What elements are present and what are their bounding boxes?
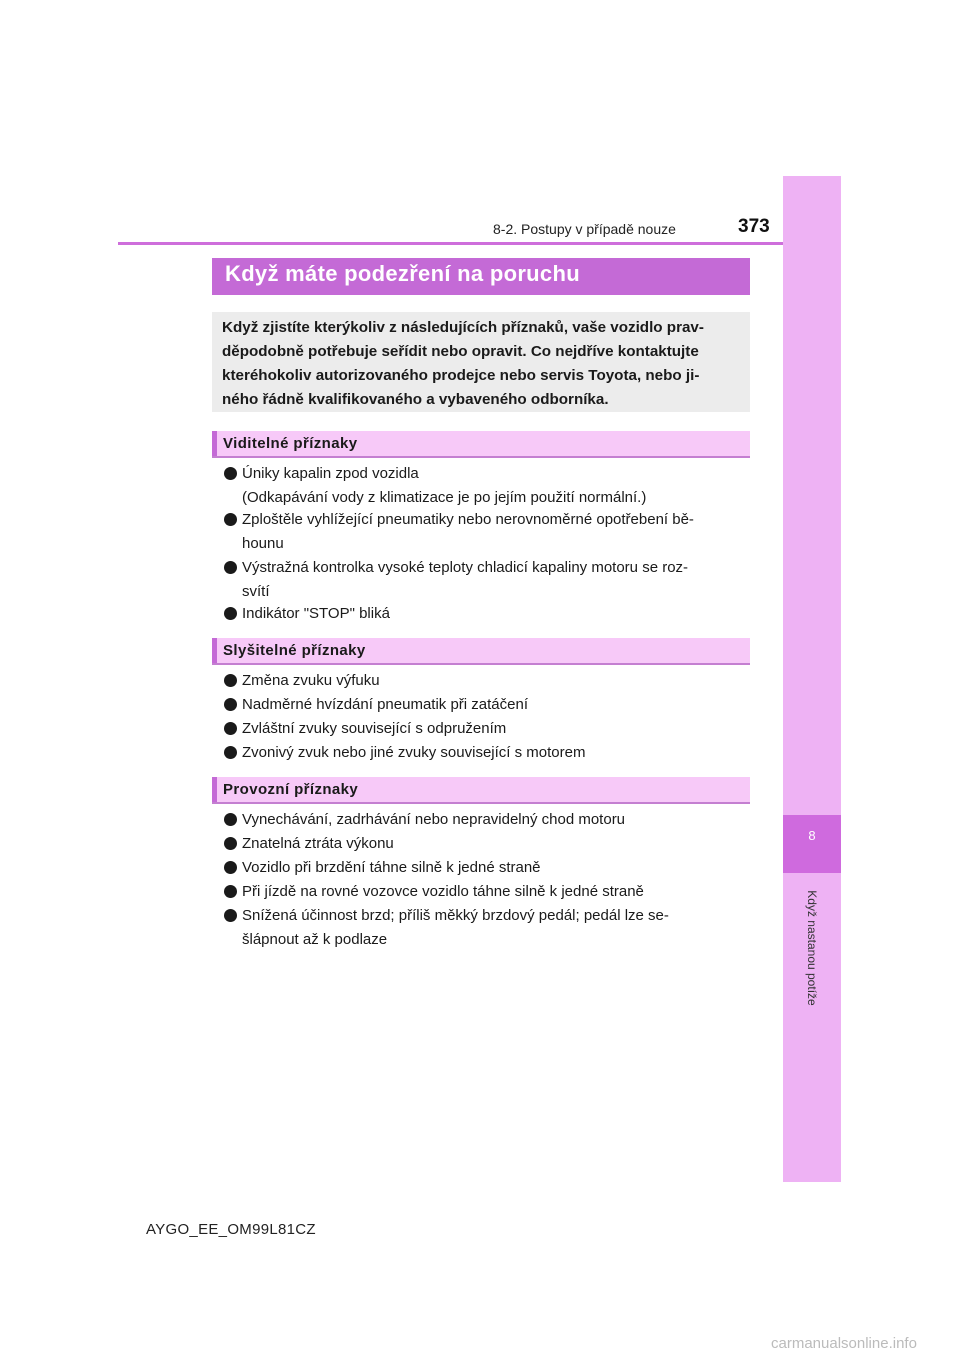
bullet-icon: [224, 561, 237, 574]
list-item-text: Zvláštní zvuky související s odpružením: [242, 720, 507, 737]
list-item-text: Vozidlo při brzdění táhne silně k jedné straně: [242, 859, 541, 876]
list-item-text: Vynechávání, zadrhávání nebo nepravidelný chod motoru: [242, 811, 626, 828]
intro-line: děpodobně potřebuje seřídit nebo opravit. Co nejdříve kontaktujte: [222, 343, 699, 360]
list-item-text: svítí: [242, 583, 270, 600]
subheading-label: Slyšitelné příznaky: [223, 642, 366, 659]
bullet-icon: [224, 909, 237, 922]
bullet-icon: [224, 607, 237, 620]
chapter-title: Když nastanou potíže: [805, 890, 819, 1006]
list-item-text: Zploštěle vyhlížející pneumatiky nebo nerovnoměrné opotřebení bě-: [242, 511, 694, 528]
page-number: 373: [738, 216, 770, 237]
bullet-icon: [224, 813, 237, 826]
subheading-label: Viditelné příznaky: [223, 435, 358, 452]
list-item-text: Výstražná kontrolka vysoké teploty chladicí kapaliny motoru se roz-: [242, 559, 689, 576]
list-item-text: Nadměrné hvízdání pneumatik při zatáčení: [242, 696, 528, 713]
page-title: Když máte podezření na poruchu: [225, 261, 580, 286]
list-item-text: Snížená účinnost brzd; příliš měkký brzdový pedál; pedál lze se-: [242, 907, 669, 924]
bullet-icon: [224, 837, 237, 850]
intro-line: ného řádně kvalifikovaného a vybaveného odborníka.: [222, 391, 609, 408]
watermark: carmanualsonline.info: [771, 1335, 917, 1352]
list-item-text: (Odkapávání vody z klimatizace je po jejím použití normální.): [242, 489, 647, 506]
bullet-icon: [224, 885, 237, 898]
list-item-text: Znatelná ztráta výkonu: [242, 835, 394, 852]
chapter-tab-active: [783, 815, 841, 873]
list-item-text: šlápnout až k podlaze: [242, 931, 388, 948]
list-item-text: Indikátor "STOP" bliká: [242, 605, 390, 622]
header-rule: [118, 242, 783, 245]
subheading-audible: [212, 638, 750, 665]
section-header: 8-2. Postupy v případě nouze: [493, 221, 676, 237]
document-code: AYGO_EE_OM99L81CZ: [146, 1221, 316, 1238]
subheading-visible: [212, 431, 750, 458]
bullet-icon: [224, 674, 237, 687]
subheading-label: Provozní příznaky: [223, 781, 359, 798]
subheading-operational: [212, 777, 750, 804]
intro-line: Když zjistíte kterýkoliv z následujících příznaků, vaše vozidlo prav-: [222, 319, 704, 336]
bullet-icon: [224, 698, 237, 711]
list-item-text: Úniky kapalin zpod vozidla: [242, 465, 419, 482]
intro-box: [212, 312, 750, 412]
list-item-text: Změna zvuku výfuku: [242, 672, 380, 689]
list-item-text: hounu: [242, 535, 284, 552]
intro-line: kteréhokoliv autorizovaného prodejce nebo servis Toyota, nebo ji-: [222, 367, 700, 384]
chapter-number: 8: [808, 828, 816, 843]
chapter-tab: [783, 176, 841, 1182]
bullet-icon: [224, 513, 237, 526]
bullet-icon: [224, 746, 237, 759]
bullet-icon: [224, 467, 237, 480]
bullet-icon: [224, 861, 237, 874]
list-item-text: Zvonivý zvuk nebo jiné zvuky související s motorem: [242, 744, 586, 761]
bullet-icon: [224, 722, 237, 735]
list-item-text: Při jízdě na rovné vozovce vozidlo táhne silně k jedné straně: [242, 883, 644, 900]
